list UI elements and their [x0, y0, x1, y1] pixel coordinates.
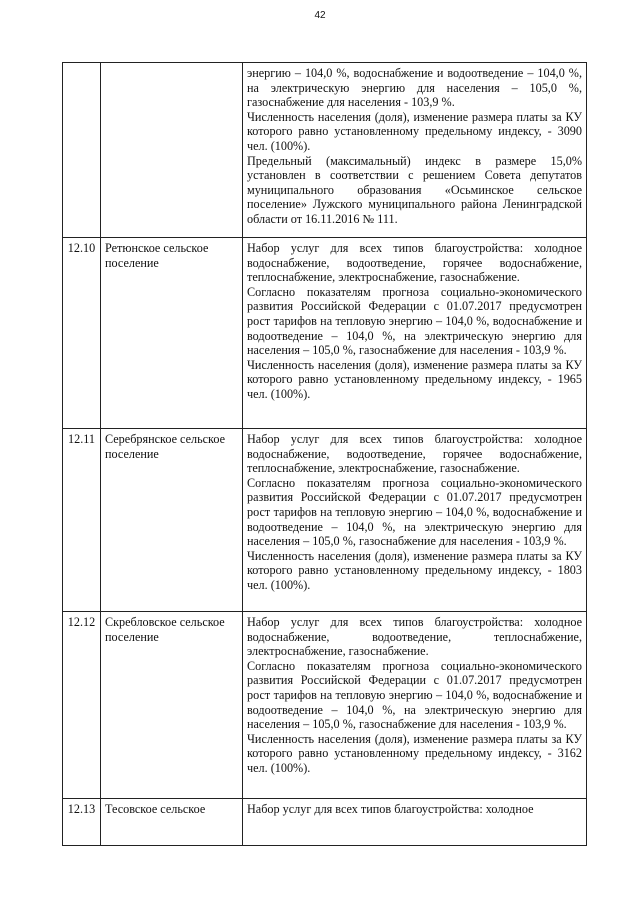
description-cell [243, 612, 587, 799]
row-number: 12.10 [63, 238, 101, 429]
description-paragraph: Численность населения (доля), изменение размера платы за КУ которого равно установленному предельному индексу, - 1965 чел. (100%). [247, 357, 582, 401]
table-row [63, 238, 587, 429]
description-paragraph: Предельный (максимальный) индекс в размере 15,0% установлен в соответствии с решением Совета депутатов муниципального образования «Осьминское сельское поселение» Лужского муниципального района Ленинградской области от 16.11.2016 № 111. [247, 153, 582, 226]
settlement-name: Скребловское сельское поселение [101, 612, 243, 799]
page-number: 42 [314, 10, 326, 21]
description-paragraph: Набор услуг для всех типов благоустройства: холодное водоснабжение, водоотведение, горячее водоснабжение, теплоснабжение, электроснабжение, газоснабжение. [247, 432, 582, 476]
settlement-name: Серебрянское сельское поселение [101, 429, 243, 612]
row-number: 12.13 [63, 799, 101, 846]
description-paragraph: энергию – 104,0 %, водоснабжение и водоотведение – 104,0 %, на электрическую энергию для населения – 105,0 %, газоснабжение для населения - 103,9 %. [247, 66, 582, 110]
description-paragraph: Согласно показателям прогноза социально-экономического развития Российской Федерации с 01.07.2017 предусмотрен рост тарифов на тепловую энергию – 104,0 %, водоснабжение и водоотведение – 104,0 %, на электрическую энергию для населения – 105,0 %, газоснабжение для населения - 103,9 %. [247, 284, 582, 358]
description-cell [243, 238, 587, 429]
description-paragraph: Набор услуг для всех типов благоустройства: холодное водоснабжение, водоотведение, горячее водоснабжение, теплоснабжение, электроснабжение, газоснабжение. [247, 241, 582, 285]
description-cell [243, 63, 587, 238]
description-paragraph: Численность населения (доля), изменение размера платы за КУ которого равно установленному предельному индексу, - 3162 чел. (100%). [247, 731, 582, 775]
row-number: 12.11 [63, 429, 101, 612]
settlement-name [101, 63, 243, 238]
description-paragraph: Численность населения (доля), изменение размера платы за КУ которого равно установленному предельному индексу, - 3090 чел. (100%). [247, 109, 582, 153]
table-row [63, 799, 587, 846]
description-paragraph: Согласно показателям прогноза социально-экономического развития Российской Федерации с 01.07.2017 предусмотрен рост тарифов на тепловую энергию – 104,0 %, водоснабжение и водоотведение – 104,0 %, на электрическую энергию для населения – 105,0 %, газоснабжение для населения - 103,9 %. [247, 658, 582, 732]
table-row [63, 429, 587, 612]
settlement-name: Ретюнское сельское поселение [101, 238, 243, 429]
tariff-table [62, 62, 587, 846]
description-paragraph: Набор услуг для всех типов благоустройства: холодное [247, 802, 534, 816]
table-row [63, 612, 587, 799]
settlement-name: Тесовское сельское [101, 799, 243, 846]
description-cell [243, 429, 587, 612]
table-row [63, 63, 587, 238]
description-cell [243, 799, 587, 846]
description-paragraph: Набор услуг для всех типов благоустройства: холодное водоснабжение, водоотведение, теплоснабжение, электроснабжение, газоснабжение. [247, 615, 582, 659]
description-paragraph: Численность населения (доля), изменение размера платы за КУ которого равно установленному предельному индексу, - 1803 чел. (100%). [247, 548, 582, 592]
row-number [63, 63, 101, 238]
description-paragraph: Согласно показателям прогноза социально-экономического развития Российской Федерации с 01.07.2017 предусмотрен рост тарифов на тепловую энергию – 104,0 %, водоснабжение и водоотведение – 104,0 %, на электрическую энергию для населения – 105,0 %, газоснабжение для населения - 103,9 %. [247, 475, 582, 549]
row-number: 12.12 [63, 612, 101, 799]
